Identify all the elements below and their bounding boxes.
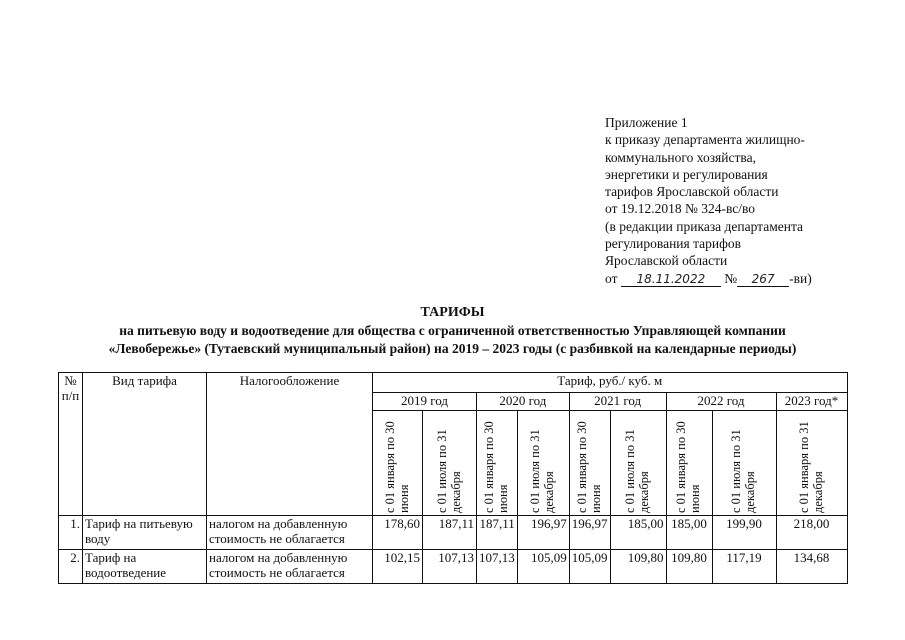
period-label: с 01 января по 30 июня bbox=[574, 421, 603, 513]
header-year: 2021 год bbox=[569, 393, 666, 411]
from-label: от bbox=[605, 270, 618, 286]
tariff-value: 199,90 bbox=[712, 516, 776, 550]
number-sign: № bbox=[724, 270, 738, 286]
period-label: с 01 января по 30 июня bbox=[481, 421, 510, 513]
tariff-value: 117,19 bbox=[712, 550, 776, 584]
tariff-value: 187,11 bbox=[477, 516, 518, 550]
tariff-value: 185,00 bbox=[610, 516, 666, 550]
tariff-value: 185,00 bbox=[666, 516, 712, 550]
period-label: с 01 июля по 31 декабря bbox=[528, 429, 557, 513]
header-period bbox=[569, 411, 610, 516]
handwritten-number: 267 bbox=[737, 273, 789, 287]
tariff-value: 109,80 bbox=[666, 550, 712, 584]
title-main: ТАРИФЫ bbox=[420, 305, 485, 320]
appendix-line: (в редакции приказа департамента bbox=[605, 218, 804, 234]
tariff-value: 105,09 bbox=[517, 550, 569, 584]
header-year: 2020 год bbox=[477, 393, 570, 411]
period-label: с 01 июля по 31 декабря bbox=[623, 429, 651, 513]
tariff-table bbox=[58, 372, 848, 584]
row-tax: налогом на добавленную стоимость не облагается bbox=[207, 516, 373, 550]
appendix-line: Ярославской области bbox=[605, 253, 728, 269]
header-year: 2023 год* bbox=[776, 393, 847, 411]
appendix-line: энергетики и регулирования bbox=[605, 166, 768, 182]
header-period bbox=[712, 411, 776, 516]
tariff-value: 218,00 bbox=[776, 516, 847, 550]
tariff-value: 134,68 bbox=[776, 550, 847, 584]
period-label: с 01 января по 30 июня bbox=[674, 421, 702, 513]
header-period bbox=[373, 411, 423, 516]
appendix-line: тарифов Ярославской области bbox=[605, 184, 779, 200]
row-tax: налогом на добавленную стоимость не облагается bbox=[207, 550, 373, 584]
tariff-value: 107,13 bbox=[477, 550, 518, 584]
tariff-value: 105,09 bbox=[569, 550, 610, 584]
header-tax: Налогообложение bbox=[207, 373, 373, 516]
header-num: № п/п bbox=[59, 373, 83, 516]
header-tariff: Тариф, руб./ куб. м bbox=[373, 373, 848, 393]
row-type: Тариф на питьевую воду bbox=[83, 516, 207, 550]
period-label: с 01 января по 31 декабря bbox=[796, 421, 825, 513]
period-label: с 01 января по 30 июня bbox=[382, 421, 411, 513]
row-type: Тариф на водоотведение bbox=[83, 550, 207, 584]
document-title bbox=[0, 304, 905, 358]
row-num: 1. bbox=[59, 516, 83, 550]
tariff-value: 196,97 bbox=[517, 516, 569, 550]
tariff-value: 107,13 bbox=[423, 550, 477, 584]
header-period bbox=[610, 411, 666, 516]
header-type: Вид тарифа bbox=[83, 373, 207, 516]
appendix-line: от 19.12.2018 № 324-вс/во bbox=[605, 201, 756, 217]
table-row bbox=[59, 516, 848, 550]
number-suffix: -ви) bbox=[789, 270, 812, 286]
header-period bbox=[776, 411, 847, 516]
table-row bbox=[59, 550, 848, 584]
tariff-value: 102,15 bbox=[373, 550, 423, 584]
appendix-line: Приложение 1 bbox=[605, 115, 688, 130]
row-num: 2. bbox=[59, 550, 83, 584]
tariff-value: 178,60 bbox=[373, 516, 423, 550]
tariff-value: 109,80 bbox=[610, 550, 666, 584]
title-line-1: на питьевую воду и водоотведение для общества с ограниченной ответственностью Управляющей компании bbox=[119, 323, 786, 338]
appendix-line: регулирования тарифов bbox=[605, 236, 742, 252]
period-label: с 01 июля по 31 декабря bbox=[434, 429, 463, 513]
header-period bbox=[666, 411, 712, 516]
tariff-value: 196,97 bbox=[569, 516, 610, 550]
appendix-block bbox=[605, 114, 895, 287]
amendment-date-line bbox=[605, 270, 895, 287]
header-period bbox=[477, 411, 518, 516]
appendix-line: коммунального хозяйства, bbox=[605, 149, 756, 165]
handwritten-date: 18.11.2022 bbox=[621, 273, 721, 287]
header-period bbox=[423, 411, 477, 516]
header-period bbox=[517, 411, 569, 516]
period-label: с 01 июля по 31 декабря bbox=[729, 429, 757, 513]
header-year: 2022 год bbox=[666, 393, 776, 411]
appendix-line: к приказу департамента жилищно- bbox=[605, 132, 805, 148]
header-year: 2019 год bbox=[373, 393, 477, 411]
tariff-value: 187,11 bbox=[423, 516, 477, 550]
title-line-2: «Левобережье» (Тутаевский муниципальный район) на 2019 – 2023 годы (с разбивкой на календарные периоды) bbox=[108, 341, 797, 356]
